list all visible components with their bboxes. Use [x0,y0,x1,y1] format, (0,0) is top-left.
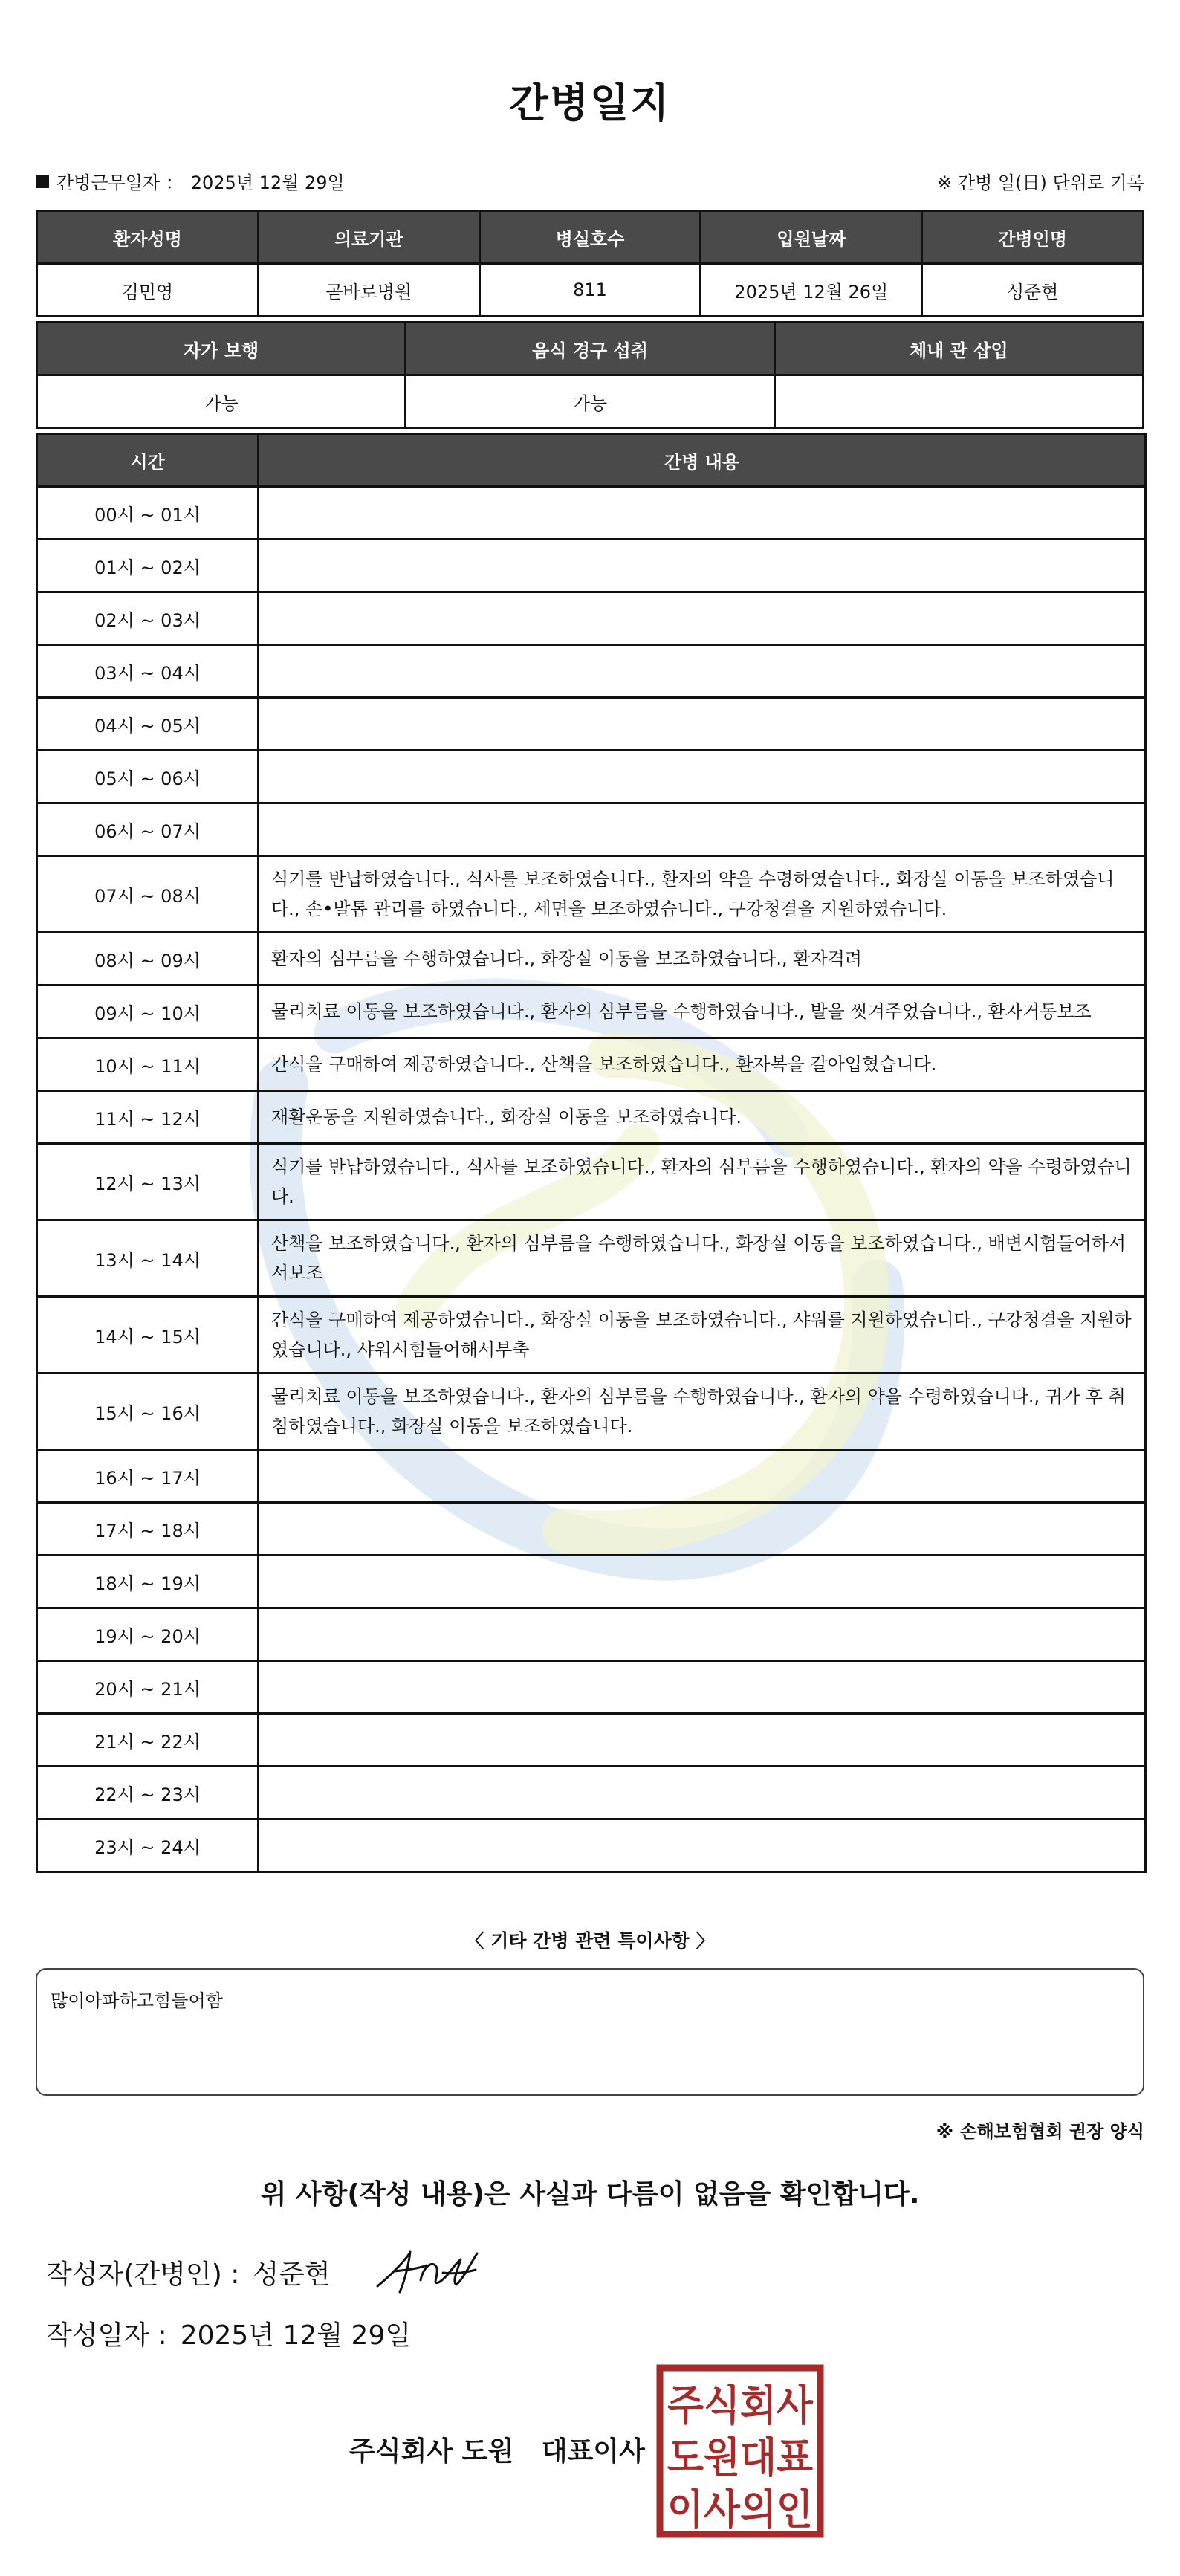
writer-label: 작성자(간병인) : [46,2259,240,2290]
care-content-cell [259,803,1146,856]
table-row [37,933,1146,986]
time-cell: 12시 ~ 13시 [37,1144,259,1220]
table-row [37,856,1146,933]
written-date-line [46,2314,411,2352]
table-row [37,375,1144,428]
writer-line [46,2253,331,2291]
care-date-label: 간병근무일자 ： [56,172,184,193]
room-value: 811 [479,264,701,317]
patient-name-value: 김민영 [37,264,259,317]
table-row [37,986,1146,1038]
table-row [37,1038,1146,1091]
table-row [37,645,1146,698]
notes-box [36,1968,1144,2096]
written-date-label: 작성일자 : [46,2320,167,2351]
daily-record-note: ※ 간병 일(日) 단위로 기록 [937,172,1144,193]
recommended-form-note: ※ 손해보험협회 권장 양식 [936,2121,1144,2142]
care-date-line [36,168,345,194]
care-content-cell [259,540,1146,592]
table-row [37,487,1146,540]
written-date-value: 2025년 12월 29일 [180,2320,412,2351]
care-content-cell: 산책을 보조하였습니다., 환자의 심부름을 수행하였습니다., 화장실 이동을 보조하였습니다., 배변시험들어하셔서보조 [259,1220,1146,1297]
table-header-row [37,211,1144,264]
care-content-cell [259,751,1146,803]
time-cell: 18시 ~ 19시 [37,1556,259,1608]
care-content-cell [259,698,1146,751]
patient-info-table [36,210,1144,317]
care-content-cell [259,487,1146,540]
time-cell: 23시 ~ 24시 [37,1819,259,1872]
care-content-cell [259,1714,1146,1767]
table-row [37,1373,1146,1450]
svg-text:도원대표: 도원대표 [667,2434,813,2482]
table-row [37,698,1146,751]
care-content-cell: 물리치료 이동을 보조하였습니다., 환자의 심부름을 수행하였습니다., 발을 씻겨주었습니다., 환자거동보조 [259,986,1146,1038]
header-admission-date: 입원날짜 [701,211,922,264]
time-cell: 17시 ~ 18시 [37,1503,259,1556]
patient-status-table [36,321,1144,429]
time-cell: 13시 ~ 14시 [37,1220,259,1297]
table-row [37,1503,1146,1556]
header-patient-name: 환자성명 [37,211,259,264]
table-row [37,803,1146,856]
confirmation-statement: 위 사항(작성 내용)은 사실과 다름이 없음을 확인합니다. [260,2179,920,2210]
time-cell: 16시 ~ 17시 [37,1450,259,1503]
time-cell: 22시 ~ 23시 [37,1767,259,1819]
time-cell: 19시 ~ 20시 [37,1608,259,1661]
table-header-row [37,323,1144,375]
header-hospital: 의료기관 [258,211,479,264]
hospital-value: 곧바로병원 [258,264,479,317]
company-representative: 주식회사 도원 대표이사 [349,2436,645,2467]
time-cell: 08시 ~ 09시 [37,933,259,986]
header-oral-intake: 음식 경구 섭취 [406,323,774,375]
care-log-table [36,433,1147,1873]
time-cell: 21시 ~ 22시 [37,1714,259,1767]
table-row [37,1661,1146,1714]
header-care-content: 간병 내용 [259,434,1146,487]
table-row [37,1450,1146,1503]
document-title: 간병일지 [509,80,671,126]
oral-intake-value: 가능 [406,375,774,428]
time-cell: 05시 ~ 06시 [37,751,259,803]
time-cell: 15시 ~ 16시 [37,1373,259,1450]
table-row [37,1767,1146,1819]
table-row [37,1608,1146,1661]
table-row [37,751,1146,803]
care-content-cell [259,1767,1146,1819]
table-header-row [37,434,1146,487]
time-cell: 20시 ~ 21시 [37,1661,259,1714]
table-row [37,1144,1146,1220]
care-content-cell [259,1819,1146,1872]
caregiver-name-value: 성준현 [922,264,1144,317]
svg-text:주식회사: 주식회사 [667,2382,814,2430]
notes-title: 〈 기타 간병 관련 특이사항 〉 [465,1930,715,1952]
time-cell: 09시 ~ 10시 [37,986,259,1038]
care-content-cell [259,592,1146,645]
time-cell: 04시 ~ 05시 [37,698,259,751]
time-cell: 03시 ~ 04시 [37,645,259,698]
care-content-cell: 식기를 반납하였습니다., 식사를 보조하였습니다., 환자의 약을 수령하였습니다., 화장실 이동을 보조하였습니다., 손•발톱 관리를 하였습니다., 세면을 보조하였습니다., 구강청결을 지원하였습니다. [259,856,1146,933]
time-cell: 06시 ~ 07시 [37,803,259,856]
time-cell: 10시 ~ 11시 [37,1038,259,1091]
care-content-cell: 간식을 구매하여 제공하였습니다., 화장실 이동을 보조하였습니다., 샤워를 지원하였습니다., 구강청결을 지원하였습니다., 샤워시힘들어해서부축 [259,1297,1146,1373]
time-cell: 01시 ~ 02시 [37,540,259,592]
care-content-cell [259,1661,1146,1714]
time-cell: 02시 ~ 03시 [37,592,259,645]
care-content-cell: 물리치료 이동을 보조하였습니다., 환자의 심부름을 수행하였습니다., 환자의 약을 수령하였습니다., 귀가 후 취침하였습니다., 화장실 이동을 보조하였습니다. [259,1373,1146,1450]
square-bullet-icon [36,175,49,188]
time-cell: 00시 ~ 01시 [37,487,259,540]
header-caregiver-name: 간병인명 [922,211,1144,264]
care-content-cell: 재활운동을 지원하였습니다., 화장실 이동을 보조하였습니다. [259,1091,1146,1144]
header-tube-insertion: 체내 관 삽입 [774,323,1143,375]
self-walking-value: 가능 [37,375,406,428]
table-row [37,264,1144,317]
care-content-cell: 간식을 구매하여 제공하였습니다., 산책을 보조하였습니다., 환자복을 갈아입혔습니다. [259,1038,1146,1091]
care-content-cell [259,1556,1146,1608]
time-cell: 07시 ~ 08시 [37,856,259,933]
care-content-cell [259,645,1146,698]
header-room: 병실호수 [479,211,701,264]
signature-image [372,2243,483,2300]
table-row [37,1297,1146,1373]
table-row [37,1819,1146,1872]
writer-name: 성준현 [253,2259,331,2290]
header-time: 시간 [37,434,259,487]
header-self-walking: 자가 보행 [37,323,406,375]
care-date-value: 2025년 12월 29일 [190,172,345,193]
table-row [37,592,1146,645]
company-seal-stamp [655,2363,825,2539]
svg-text:이사의인: 이사의인 [667,2486,813,2534]
time-cell: 14시 ~ 15시 [37,1297,259,1373]
care-content-cell [259,1503,1146,1556]
care-content-cell [259,1450,1146,1503]
table-row [37,540,1146,592]
notes-text: 많이아파하고힘들어함 [51,1990,223,2011]
care-content-cell [259,1608,1146,1661]
care-content-cell: 식기를 반납하였습니다., 식사를 보조하였습니다., 환자의 심부름을 수행하였습니다., 환자의 약을 수령하였습니다. [259,1144,1146,1220]
care-content-cell: 환자의 심부름을 수행하였습니다., 화장실 이동을 보조하였습니다., 환자격려 [259,933,1146,986]
table-row [37,1556,1146,1608]
table-row [37,1714,1146,1767]
table-row [37,1220,1146,1297]
admission-date-value: 2025년 12월 26일 [701,264,922,317]
tube-insertion-value [774,375,1143,428]
time-cell: 11시 ~ 12시 [37,1091,259,1144]
table-row [37,1091,1146,1144]
